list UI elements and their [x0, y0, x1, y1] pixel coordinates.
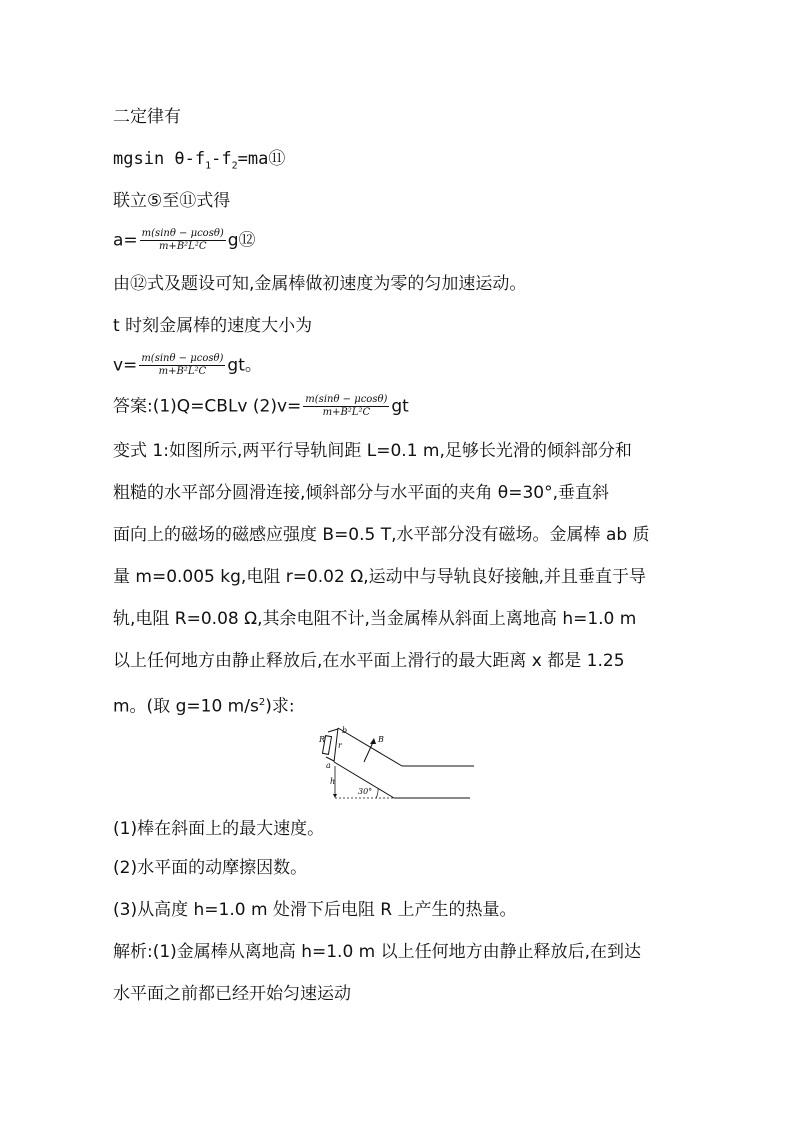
question-1: (1)棒在斜面上的最大速度。: [113, 819, 325, 839]
subscript: 2: [231, 160, 238, 172]
text-line: 由⑫式及题设可知,金属棒做初速度为零的匀加速运动。: [113, 274, 527, 294]
text-part: )求:: [265, 696, 295, 717]
fraction-denominator: m+B²L²C: [322, 407, 371, 418]
label-r: r: [338, 741, 342, 750]
answer-line: [113, 394, 409, 419]
equation-part: mgsin θ-f: [113, 149, 206, 169]
fraction-numerator: m(sinθ − μcosθ): [141, 353, 224, 364]
fraction-numerator: m(sinθ − μcosθ): [141, 228, 224, 239]
equation-part: g⑫: [227, 230, 256, 251]
text-line: [113, 692, 295, 718]
text-line: 轨,电阻 R=0.08 Ω,其余电阻不计,当金属棒从斜面上离地高 h=1.0 m: [113, 609, 637, 629]
text-line: 面向上的磁场的磁感应强度 B=0.5 T,水平部分没有磁场。金属棒 ab 质: [113, 525, 650, 545]
wire-top: [328, 729, 338, 732]
upper-rail: [338, 728, 402, 766]
equation-part: -f: [211, 149, 232, 169]
fraction-numerator: m(sinθ − μcosθ): [305, 394, 388, 405]
equation-line: [113, 353, 262, 378]
field-arrowhead: [370, 738, 376, 744]
angle-arc: [376, 788, 378, 798]
equation-line: [113, 228, 256, 253]
question-3: (3)从高度 h=1.0 m 处滑下后电阻 R 上产生的热量。: [113, 900, 517, 920]
text-line: 变式 1:如图所示,两平行导轨间距 L=0.1 m,足够长光滑的倾斜部分和: [113, 441, 632, 461]
text-line: 粗糙的水平部分圆滑连接,倾斜部分与水平面的夹角 θ=30°,垂直斜: [113, 483, 609, 503]
equation-part: =ma⑪: [237, 149, 286, 169]
text-line: 联立⑤至⑪式得: [113, 191, 231, 211]
fraction-denominator: m+B²L²C: [158, 241, 207, 252]
superscript: 2: [258, 697, 266, 708]
equation-part: gt。: [227, 355, 262, 376]
equation-part: v=: [113, 355, 138, 376]
label-angle: 30°: [358, 787, 373, 796]
label-B: B: [378, 735, 384, 744]
solution-line: 水平面之前都已经开始匀速运动: [113, 984, 351, 1004]
text-line: 以上任何地方由静止释放后,在水平面上滑行的最大距离 x 都是 1.25: [113, 651, 625, 671]
label-h: h: [330, 777, 336, 786]
equation-part: a=: [113, 230, 138, 251]
answer-part: gt: [391, 396, 409, 417]
height-arrowhead: [333, 794, 337, 798]
subscript: 1: [205, 160, 212, 172]
label-b: b: [342, 726, 348, 735]
text-line: t 时刻金属棒的速度大小为: [113, 316, 313, 336]
question-2: (2)水平面的动摩擦因数。: [113, 858, 308, 878]
fraction: [140, 228, 226, 253]
fraction-denominator: m+B²L²C: [158, 366, 207, 377]
text-part: m。(取 g=10 m/s: [113, 696, 259, 717]
text-line: 量 m=0.005 kg,电阻 r=0.02 Ω,运动中与导轨良好接触,并且垂直于导: [113, 567, 647, 587]
fraction: [139, 353, 225, 378]
fraction: [303, 394, 389, 419]
label-a: a: [326, 761, 331, 770]
equation-line: [113, 148, 285, 177]
label-R: R: [319, 735, 326, 744]
text-line: 二定律有: [113, 107, 181, 127]
solution-line: 解析:(1)金属棒从离地高 h=1.0 m 以上任何地方由静止释放后,在到达: [113, 942, 642, 962]
rail-diagram: [318, 724, 478, 800]
answer-part: 答案:(1)Q=CBLv (2)v=: [113, 396, 302, 417]
